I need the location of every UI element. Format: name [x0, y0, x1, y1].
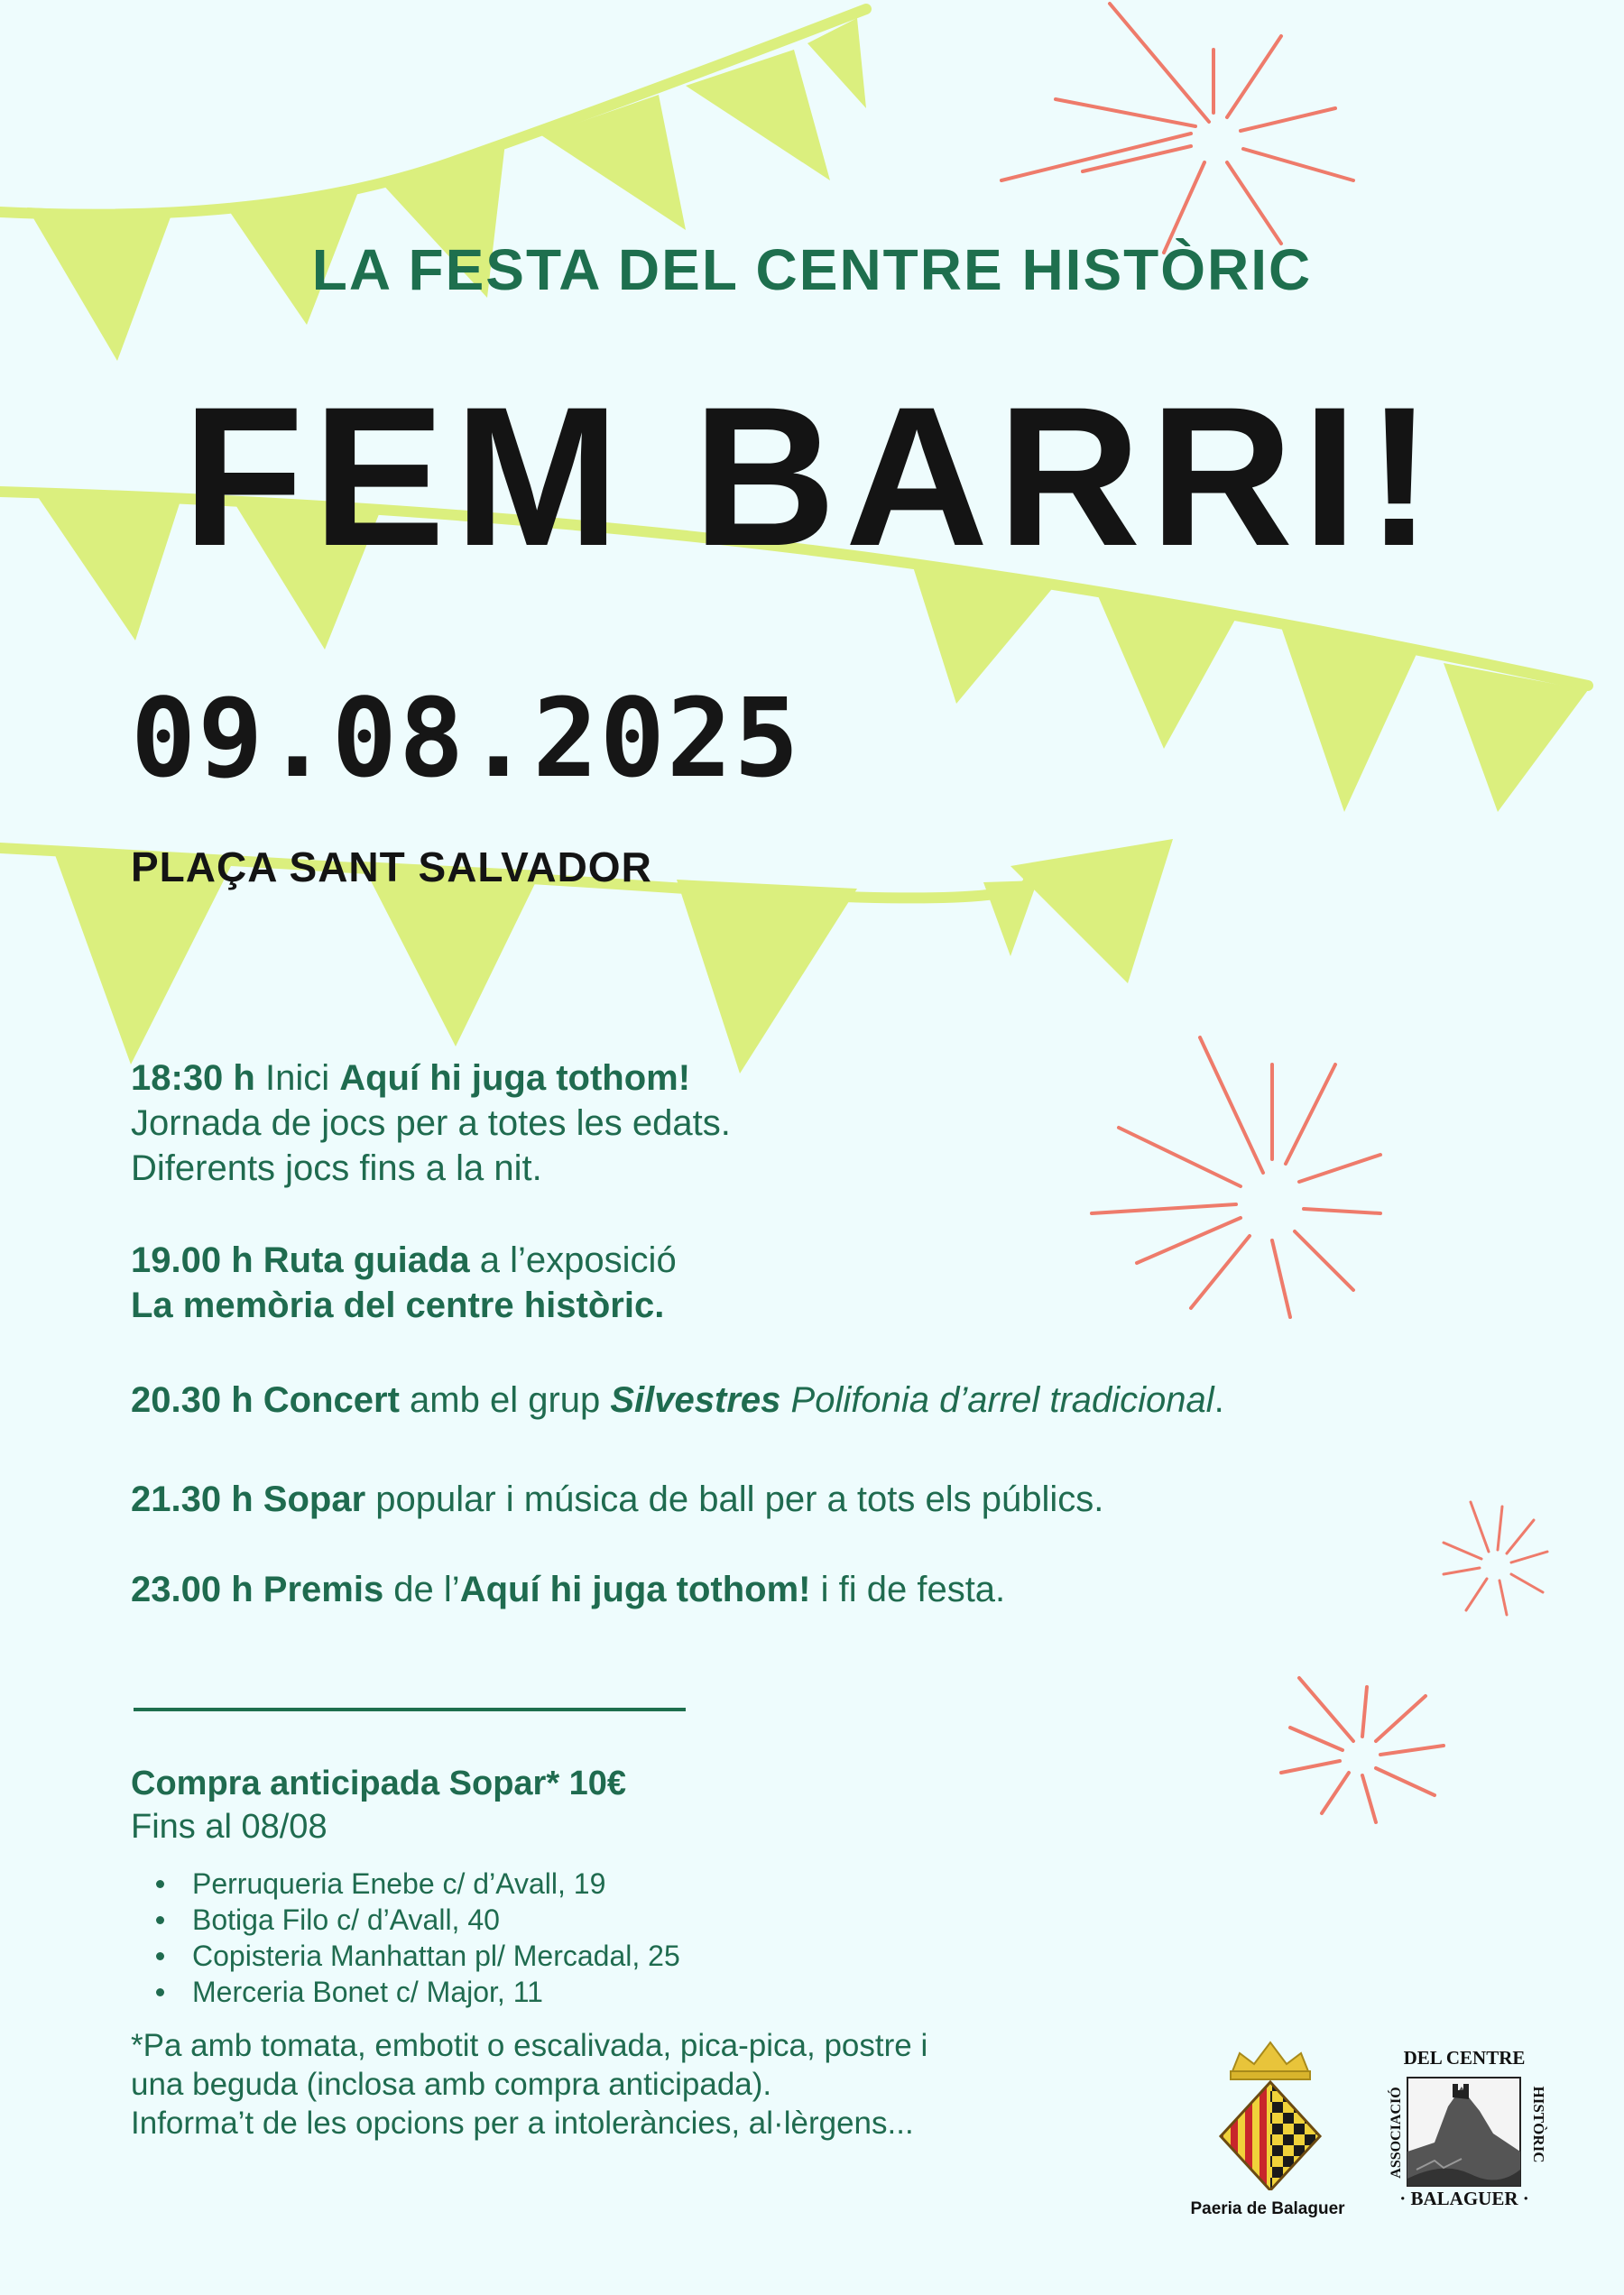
- list-item: Copisteria Manhattan pl/ Mercadal, 25: [131, 1938, 680, 1974]
- ticket-shops-list: [131, 1866, 680, 2010]
- list-item: Botiga Filo c/ d’Avall, 40: [131, 1902, 680, 1938]
- note-line: una beguda (inclosa amb compra anticipada).: [131, 2067, 772, 2102]
- event-title: FEM BARRI!: [182, 365, 1442, 587]
- tickets-heading: Compra anticipada Sopar* 10€: [131, 1765, 627, 1802]
- association-name-bottom: · BALAGUER ·: [1399, 2188, 1529, 2209]
- band-name: Silvestres: [610, 1380, 781, 1420]
- association-name-left: ASSOCIACIÓ: [1389, 2087, 1404, 2179]
- program-highlight: La memòria del centre històric.: [131, 1286, 665, 1325]
- program-highlight: Concert: [253, 1380, 400, 1420]
- program-description: Jornada de jocs per a totes les edats.: [131, 1103, 731, 1143]
- divider: [134, 1708, 686, 1711]
- event-venue: PLAÇA SANT SALVADOR: [131, 843, 652, 890]
- list-item: Merceria Bonet c/ Major, 11: [131, 1974, 680, 2010]
- list-item: Perruqueria Enebe c/ d’Avall, 19: [131, 1866, 680, 1902]
- dinner-note: [131, 2026, 1123, 2143]
- castle-stamp-icon: [1380, 2043, 1547, 2219]
- program-item-3: [131, 1378, 1484, 1423]
- bunting-garland-top: [0, 9, 866, 361]
- program-time: 19.00 h: [131, 1240, 254, 1280]
- program-highlight: Ruta guiada: [253, 1240, 470, 1280]
- program-highlight: Aquí hi juga tothom!: [459, 1570, 811, 1609]
- firework-lower-right: [1281, 1678, 1444, 1822]
- program-text: a l’exposició: [469, 1240, 677, 1280]
- program-item-5: [131, 1567, 1484, 1612]
- program-item-4: [131, 1477, 1484, 1522]
- program-text: amb el grup: [399, 1380, 611, 1420]
- note-line: *Pa amb tomata, embotit o escalivada, pica-pica, postre i: [131, 2028, 928, 2063]
- program-text: Inici: [254, 1058, 340, 1098]
- program-highlight: Aquí hi juga tothom!: [339, 1058, 691, 1098]
- program-item-2: [131, 1238, 1484, 1328]
- program-highlight: Premis: [253, 1570, 384, 1609]
- program-time: 23.00 h: [131, 1570, 254, 1609]
- program-description: Diferents jocs fins a la nit.: [131, 1148, 542, 1188]
- program-item-1: [131, 1055, 1484, 1191]
- program-time: 18:30 h: [131, 1058, 255, 1098]
- program-time: 20.30 h: [131, 1380, 254, 1420]
- program-text: i fi de festa.: [810, 1570, 1006, 1609]
- band-genre: Polifonia d’arrel tradicional: [780, 1380, 1214, 1420]
- paeria-caption: Paeria de Balaguer: [1190, 2199, 1345, 2218]
- note-line: Informa’t de les opcions per a intoleràncies, al·lèrgens...: [131, 2106, 914, 2141]
- association-name-top: DEL CENTRE: [1403, 2047, 1526, 2069]
- event-subtitle: LA FESTA DEL CENTRE HISTÒRIC: [311, 237, 1313, 302]
- program-text: .: [1213, 1380, 1224, 1420]
- program-time: 21.30 h: [131, 1479, 254, 1519]
- association-name-right: HISTÒRIC: [1530, 2086, 1547, 2163]
- program-highlight: Sopar: [253, 1479, 366, 1519]
- firework-top-right: [1001, 4, 1353, 253]
- event-date: 09.08.2025: [131, 677, 801, 802]
- program-text: de l’: [383, 1570, 460, 1609]
- tickets-deadline: Fins al 08/08: [131, 1808, 328, 1846]
- coat-of-arms-icon: [1207, 2037, 1333, 2190]
- program-text: popular i música de ball per a tots els públics.: [365, 1479, 1104, 1519]
